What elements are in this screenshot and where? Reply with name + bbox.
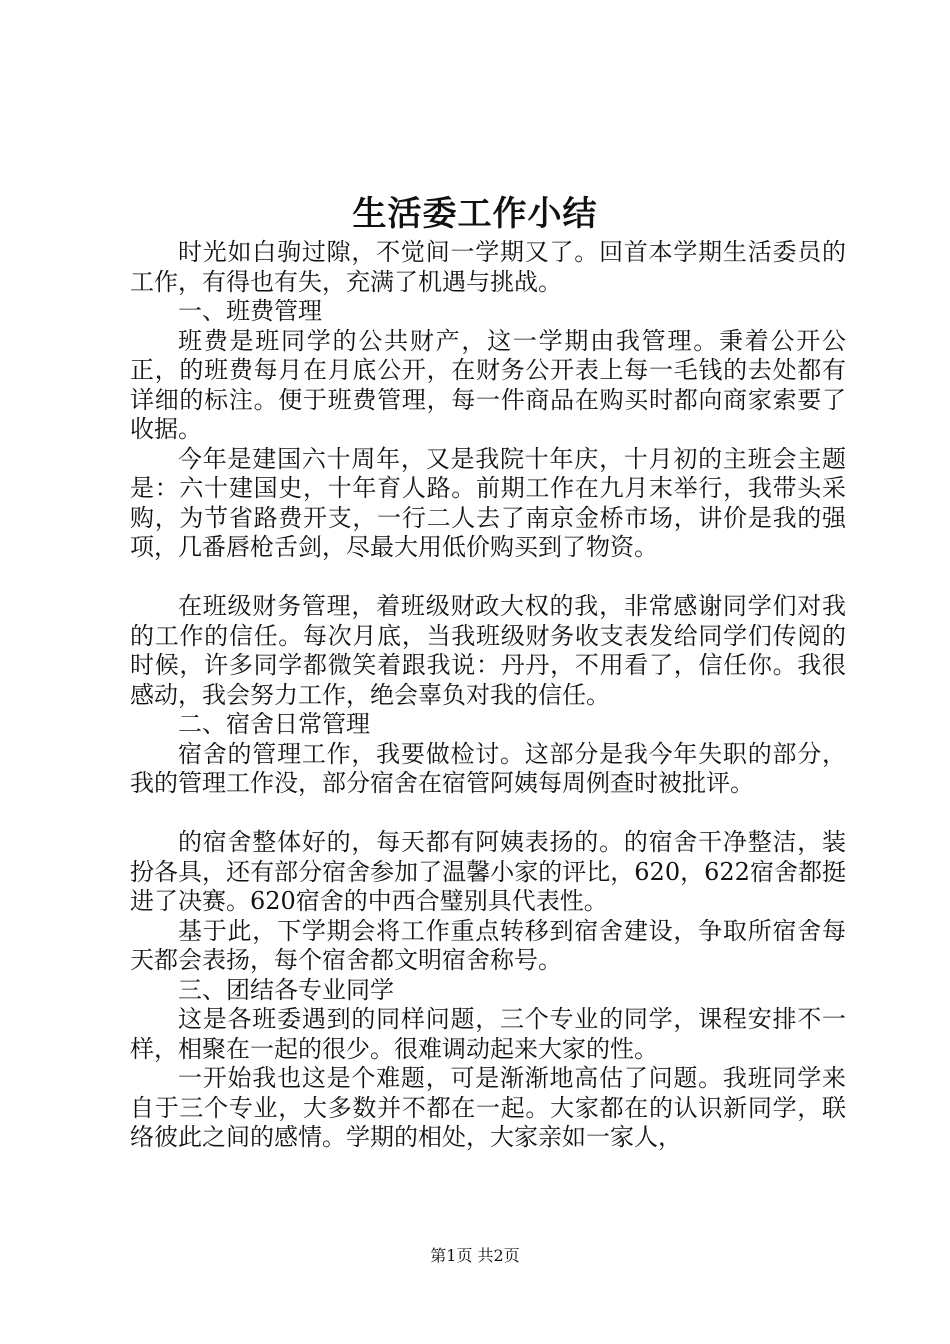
paragraph: 宿舍的管理工作，我要做检讨。这部分是我今年失职的部分，我的管理工作没，部分宿舍在宿管阿姨每周例查时被批评。 — [130, 739, 846, 797]
document-title: 生活委工作小结 — [352, 194, 598, 234]
paragraph: 在班级财务管理，着班级财政大权的我，非常感谢同学们对我的工作的信任。每次月底，当我班级财务收支表发给同学们传阅的时候，许多同学都微笑着跟我说：丹丹，不用看了，信任你。我很感动，我会努力工作，绝会辜负对我的信任。 — [130, 592, 846, 709]
paragraph: 班费是班同学的公共财产，这一学期由我管理。秉着公开公正，的班费每月在月底公开，在财务公开表上每一毛钱的去处都有详细的标注。便于班费管理，每一件商品在购买时都向商家索要了收据。 — [130, 326, 846, 443]
paragraph-intro: 时光如白驹过隙，不觉间一学期又了。回首本学期生活委员的工作，有得也有失，充满了机遇与挑战。 — [130, 238, 846, 296]
section-heading-1: 一、班费管理 — [178, 297, 322, 325]
paragraph: 基于此，下学期会将工作重点转移到宿舍建设，争取所宿舍每天都会表扬，每个宿舍都文明宿舍称号。 — [130, 916, 846, 974]
paragraph: 今年是建国六十周年，又是我院十年庆，十月初的主班会主题是：六十建国史，十年育人路。前期工作在九月末举行，我带头采购，为节省路费开支，一行二人去了南京金桥市场，讲价是我的强项，几番唇枪舌剑，尽最大用低价购买到了物资。 — [130, 444, 846, 561]
section-heading-2: 二、宿舍日常管理 — [178, 710, 370, 738]
paragraph: 这是各班委遇到的同样问题，三个专业的同学，课程安排不一样，相聚在一起的很少。很难调动起来大家的性。 — [130, 1005, 846, 1063]
document-body — [130, 238, 846, 1153]
paragraph: 一开始我也这是个难题，可是渐渐地高估了问题。我班同学来自于三个专业，大多数并不都在一起。大家都在的认识新同学，联络彼此之间的感情。学期的相处，大家亲如一家人， — [130, 1064, 846, 1151]
section-heading-3: 三、团结各专业同学 — [178, 975, 394, 1004]
page-footer: 第1页 共2页 — [430, 1246, 520, 1265]
paragraph: 的宿舍整体好的，每天都有阿姨表扬的。的宿舍干净整洁，装扮各具，还有部分宿舍参加了温馨小家的评比，620，622宿舍都挺进了决赛。620宿舍的中西合璧别具代表性。 — [130, 828, 846, 915]
